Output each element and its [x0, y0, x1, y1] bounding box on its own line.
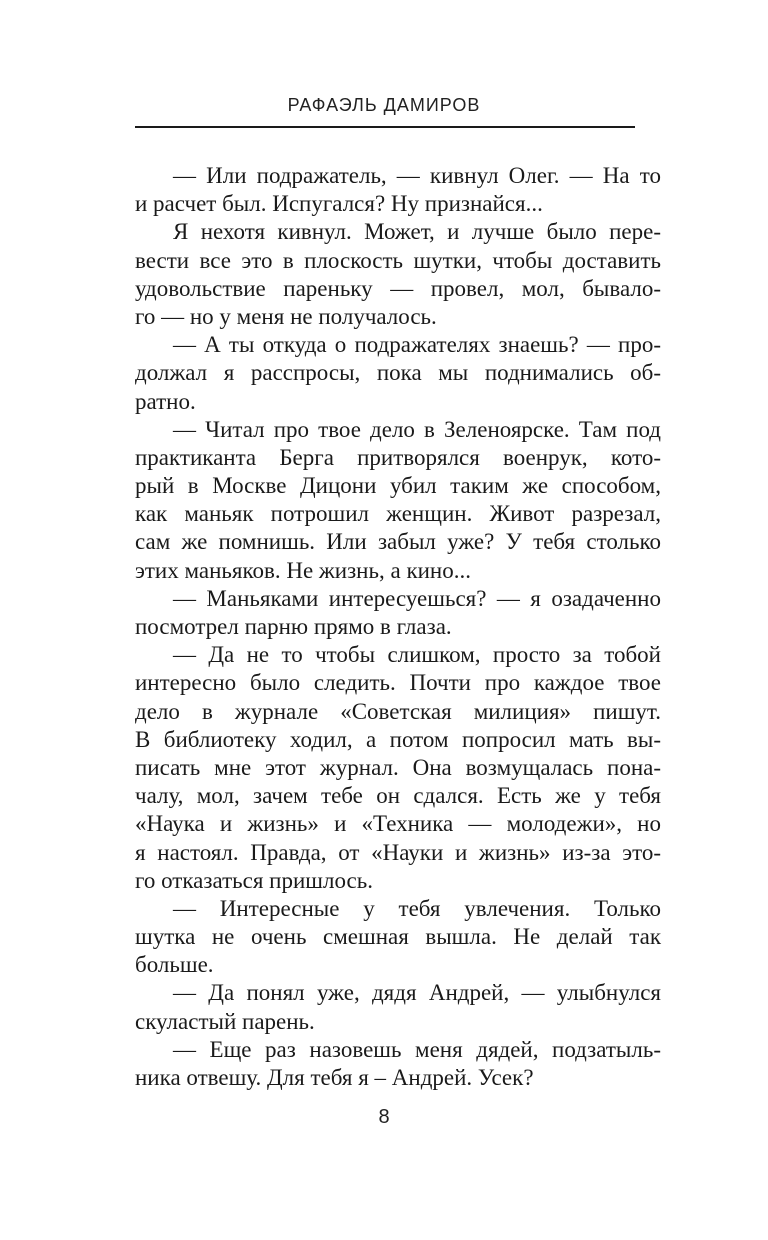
text-line: скуластый парень.	[135, 1008, 315, 1034]
text-line: рый в Москве Дицони убил таким же способом,	[135, 473, 661, 499]
text-line: практиканта Берга притворялся военрук, кото-	[135, 444, 661, 470]
text-line: этих маньяков. Не жизнь, а кино...	[135, 557, 471, 583]
text-line: и расчет был. Испугался? Ну признайся...	[135, 191, 543, 217]
text-line: писать мне этот журнал. Она возмущалась пона-	[135, 754, 661, 780]
text-line: больше.	[135, 952, 214, 978]
text-line: — Маньяками интересуешься? — я озадаченно	[173, 585, 661, 611]
text-line: — Еще раз назовешь меня дядей, подзатыль-	[173, 1036, 661, 1062]
text-line: шутка не очень смешная вышла. Не делай так	[135, 924, 661, 950]
text-line: ника отвешу. Для тебя я – Андрей. Усек?	[135, 1065, 534, 1090]
text-line: — Или подражатель, — кивнул Олег. — На то	[173, 163, 661, 188]
text-line: должал я расспросы, пока мы поднимались об-	[135, 360, 661, 386]
text-line: интересно было следить. Почти про каждое твое	[135, 670, 661, 696]
text-line: «Наука и жизнь» и «Техника — молодежи», но	[135, 811, 661, 837]
text-line: го — но у меня не получалось.	[135, 303, 437, 329]
header-rule	[135, 126, 635, 128]
text-line: вести все это в плоскость шутки, чтобы доставить	[135, 247, 661, 273]
text-line: Я нехотя кивнул. Может, и лучше было пере-	[173, 219, 661, 245]
page-number: 8	[378, 1106, 390, 1128]
text-line: удовольствие пареньку — провел, мол, бывало-	[135, 275, 661, 301]
text-line: В библиотеку ходил, а потом попросил мать вы-	[135, 726, 661, 752]
text-line: — Да не то чтобы слишком, просто за тобой	[173, 642, 661, 668]
text-line: дело в журнале «Советская милиция» пишут.	[135, 698, 661, 724]
text-line: го отказаться пришлось.	[135, 867, 373, 893]
text-line: — Интересные у тебя увлечения. Только	[173, 895, 661, 921]
body-text	[135, 162, 661, 1092]
text-line: я настоял. Правда, от «Науки и жизнь» из-за это-	[135, 839, 661, 865]
text-line: — А ты откуда о подражателях знаешь? — про-	[173, 332, 661, 358]
text-line: сам же помнишь. Или забыл уже? У тебя столько	[135, 529, 661, 555]
text-line: как маньяк потрошил женщин. Живот разрезал,	[135, 501, 661, 527]
text-line: — Да понял уже, дядя Андрей, — улыбнулся	[173, 980, 661, 1006]
text-line: посмотрел парню прямо в глаза.	[135, 614, 452, 639]
running-title: РАФАЭЛЬ ДАМИРОВ	[287, 95, 481, 115]
text-line: — Читал про твое дело в Зеленоярске. Там под	[173, 416, 661, 442]
text-line: ратно.	[135, 388, 196, 414]
text-line: чалу, мол, зачем тебе он сдался. Есть же у тебя	[135, 783, 661, 809]
